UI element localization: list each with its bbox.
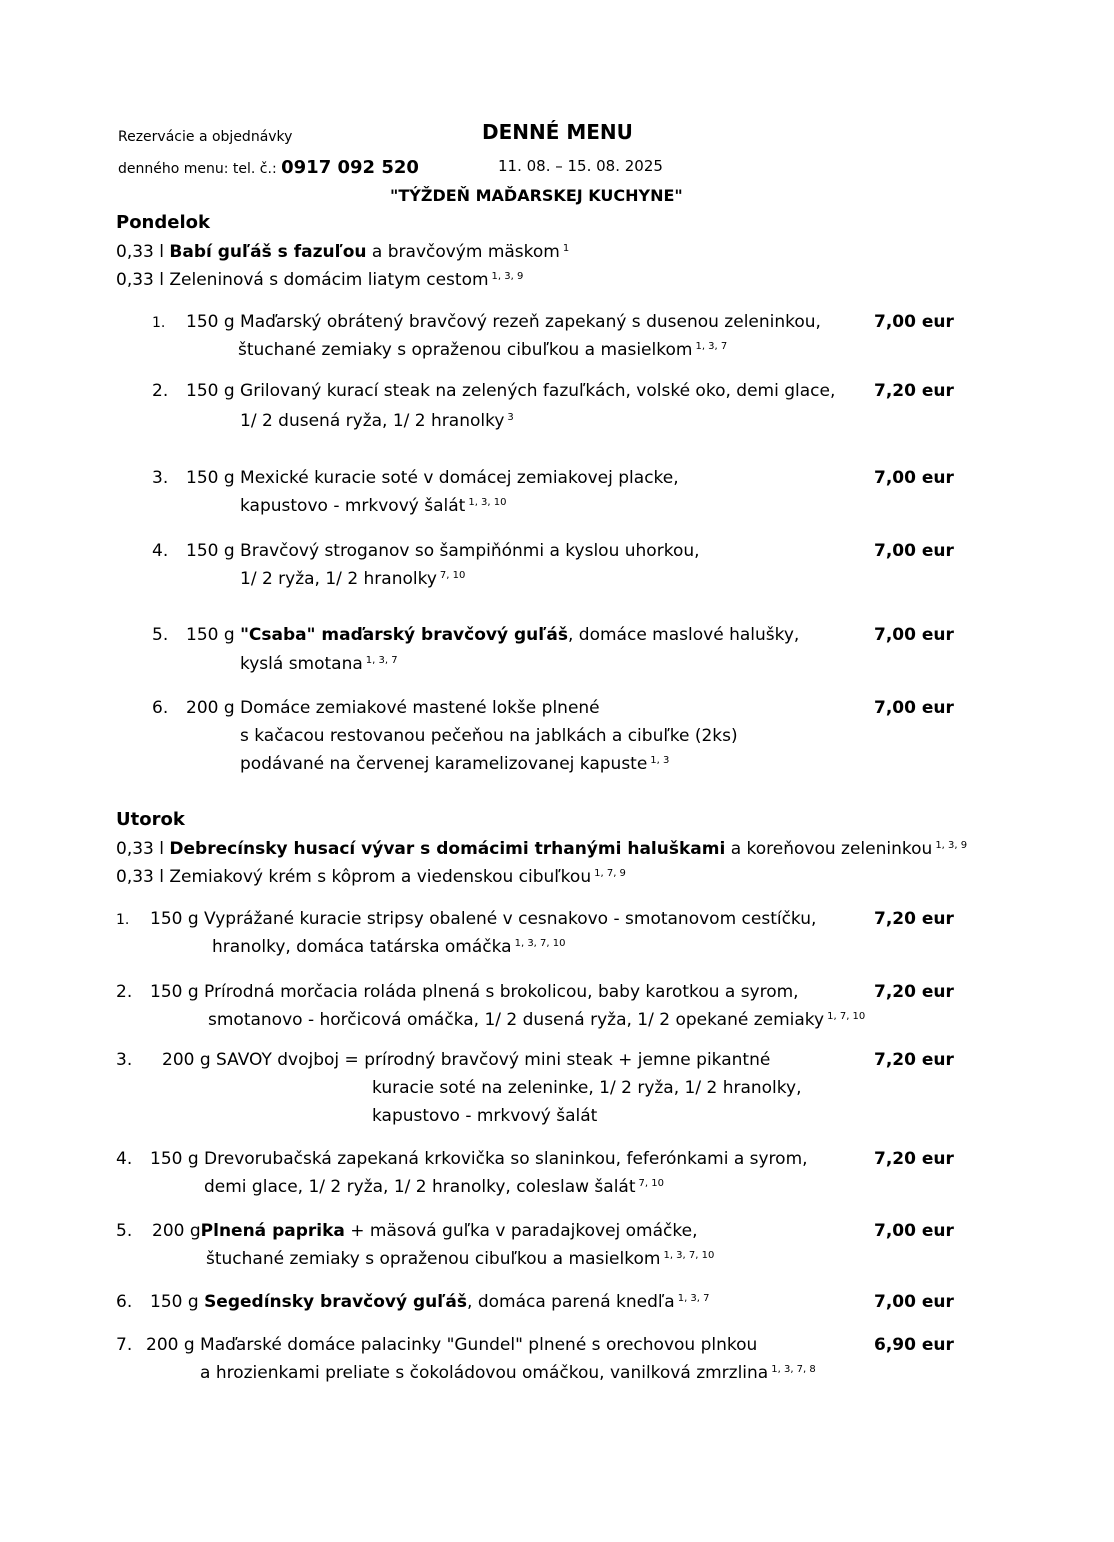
menu-item-price: 7,00 eur <box>874 698 954 718</box>
soup-name: 0,33 l Zeleninová s domácim liatym cestom <box>116 270 489 290</box>
menu-item-line: 200 g Maďarské domáce palacinky "Gundel" plnené s orechovou plnkou <box>146 1335 758 1355</box>
menu-item-price: 7,20 eur <box>874 982 954 1002</box>
menu-item-price: 7,00 eur <box>874 468 954 488</box>
day-heading-monday: Pondelok <box>116 212 210 233</box>
menu-item-line: 150 g Segedínsky bravčový guľáš, domáca parená knedľa $^{1, 3, 7}$ <box>150 1292 710 1312</box>
dish-name: Segedínsky bravčový guľáš <box>204 1292 468 1312</box>
menu-item-number: 2. <box>116 982 133 1002</box>
reservation-label-line2 <box>118 157 419 178</box>
menu-item-price: 7,00 eur <box>874 625 954 645</box>
menu-item-line: smotanovo - horčicová omáčka, 1/ 2 dusená ryža, 1/ 2 opekané zemiaky $^{1, 7, 10}$ <box>208 1010 866 1030</box>
menu-item-line: 150 g Vyprážané kuracie stripsy obalené v cesnakovo - smotanovom cestíčku, <box>150 909 817 929</box>
menu-item-line: kuracie soté na zeleninke, 1/ 2 ryža, 1/ 2 hranolky, <box>372 1078 802 1098</box>
menu-item-line: a hrozienkami preliate s čokoládovou omáčkou, vanilková zmrzlina $^{1, 3, 7, 8}$ <box>200 1363 816 1383</box>
menu-item-line: 200 g SAVOY dvojboj = prírodný bravčový mini steak + jemne pikantné <box>162 1050 771 1070</box>
allergen-codes: 1, 3, 9 <box>935 840 968 851</box>
allergen-codes: 7, 10 <box>439 570 466 581</box>
menu-item-line: s kačacou restovanou pečeňou na jablkách a cibuľke (2ks) <box>240 726 738 746</box>
tuesday-soup-2 <box>116 867 626 887</box>
menu-item-number: 1. <box>152 315 166 331</box>
menu-item-line: kyslá smotana $^{1, 3, 7}$ <box>240 654 398 674</box>
menu-item-line: 150 g Grilovaný kurací steak na zelených fazuľkách, volské oko, demi glace, <box>186 381 836 401</box>
menu-item-line: 200 gPlnená paprika + mäsová guľka v paradajkovej omáčke, <box>152 1221 698 1241</box>
menu-item-number: 3. <box>116 1050 133 1070</box>
tuesday-soup-1 <box>116 839 967 859</box>
menu-item-line: 150 g "Csaba" maďarský bravčový guľáš, domáce maslové halušky, <box>186 625 800 645</box>
menu-item-price: 7,20 eur <box>874 1050 954 1070</box>
menu-item-number: 5. <box>152 625 169 645</box>
menu-item-price: 7,00 eur <box>874 1221 954 1241</box>
menu-item-line: 150 g Maďarský obrátený bravčový rezeň zapekaný s dusenou zeleninkou, <box>186 312 821 332</box>
menu-item-number: 3. <box>152 468 169 488</box>
menu-date-range: 11. 08. – 15. 08. 2025 <box>498 157 663 175</box>
allergen-codes: 3 <box>507 412 514 423</box>
soup-name: 0,33 l Zemiakový krém s kôprom a viedenskou cibuľkou <box>116 867 592 887</box>
menu-item-price: 7,20 eur <box>874 381 954 401</box>
allergen-codes: 7, 10 <box>638 1178 664 1189</box>
day-heading-tuesday: Utorok <box>116 809 185 830</box>
page-title: DENNÉ MENU <box>482 120 633 144</box>
allergen-codes: 1, 3, 7, 8 <box>771 1364 816 1375</box>
menu-item-price: 6,90 eur <box>874 1335 954 1355</box>
menu-item-number: 2. <box>152 381 169 401</box>
allergen-codes: 1, 3, 7, 10 <box>514 938 566 949</box>
allergen-codes: 1, 3, 7, 10 <box>663 1250 715 1261</box>
menu-item-line: podávané na červenej karamelizovanej kapuste $^{1, 3}$ <box>240 754 670 774</box>
menu-item-price: 7,20 eur <box>874 909 954 929</box>
menu-item-number: 1. <box>116 912 130 928</box>
menu-item-number: 7. <box>116 1335 133 1355</box>
soup-description: a koreňovou zeleninkou <box>730 839 933 859</box>
menu-item-line: kapustovo - mrkvový šalát $^{1, 3, 10}$ <box>240 496 507 516</box>
reservation-label-line1: Rezervácie a objednávky <box>118 129 293 145</box>
menu-item-number: 4. <box>152 541 169 561</box>
menu-item-number: 4. <box>116 1149 133 1169</box>
menu-item-number: 5. <box>116 1221 133 1241</box>
phone-number[interactable]: 0917 092 520 <box>281 157 419 178</box>
menu-item-line: 150 g Bravčový stroganov so šampiňónmi a kyslou uhorkou, <box>186 541 700 561</box>
menu-theme: "TÝŽDEŇ MAĎARSKEJ KUCHYNE" <box>390 186 683 205</box>
allergen-codes: 1 <box>562 243 570 254</box>
allergen-codes: 1, 7, 10 <box>827 1011 866 1022</box>
menu-item-line: 150 g Prírodná morčacia roláda plnená s brokolicou, baby karotkou a syrom, <box>150 982 799 1002</box>
menu-item-number: 6. <box>152 698 169 718</box>
menu-item-line: 200 g Domáce zemiakové mastené lokše plnené <box>186 698 600 718</box>
menu-item-price: 7,00 eur <box>874 541 954 561</box>
monday-soup-1 <box>116 242 569 262</box>
menu-item-line: demi glace, 1/ 2 ryža, 1/ 2 hranolky, coleslaw šalát $^{7, 10}$ <box>204 1177 664 1197</box>
menu-item-price: 7,00 eur <box>874 312 954 332</box>
dish-name: "Csaba" maďarský bravčový guľáš <box>240 625 568 645</box>
allergen-codes: 1, 3, 9 <box>491 271 524 282</box>
menu-item-line: 150 g Drevorubačská zapekaná krkovička so slaninkou, feferónkami a syrom, <box>150 1149 808 1169</box>
menu-item-line: hranolky, domáca tatárska omáčka $^{1, 3, 7, 10}$ <box>212 937 566 957</box>
menu-item-price: 7,00 eur <box>874 1292 954 1312</box>
soup-description: a bravčovým mäskom <box>371 242 560 262</box>
allergen-codes: 1, 3, 7 <box>677 1293 710 1304</box>
menu-item-line: štuchané zemiaky s opraženou cibuľkou a masielkom $^{1, 3, 7}$ <box>238 340 728 360</box>
allergen-codes: 1, 3, 7 <box>695 341 728 352</box>
menu-item-line: kapustovo - mrkvový šalát <box>372 1106 598 1126</box>
menu-item-line: 150 g Mexické kuracie soté v domácej zemiakovej placke, <box>186 468 679 488</box>
allergen-codes: 1, 7, 9 <box>594 868 626 879</box>
menu-item-number: 6. <box>116 1292 133 1312</box>
allergen-codes: 1, 3 <box>650 755 670 766</box>
menu-item-line: 1/ 2 dusená ryža, 1/ 2 hranolky $^3$ <box>240 411 514 431</box>
soup-name: Babí guľáš s fazuľou <box>169 242 367 262</box>
soup-volume: 0,33 l <box>116 242 164 262</box>
menu-item-line: 1/ 2 ryža, 1/ 2 hranolky $^{7, 10}$ <box>240 569 466 589</box>
reservation-label-tel: denného menu: tel. č.: <box>118 161 277 177</box>
soup-volume: 0,33 l <box>116 839 164 859</box>
allergen-codes: 1, 3, 7 <box>365 655 398 666</box>
dish-name: Plnená paprika <box>200 1221 345 1241</box>
soup-name: Debrecínsky husací vývar s domácimi trhanými haluškami <box>169 839 726 859</box>
monday-soup-2 <box>116 270 523 290</box>
menu-item-price: 7,20 eur <box>874 1149 954 1169</box>
allergen-codes: 1, 3, 10 <box>468 497 507 508</box>
menu-item-line: štuchané zemiaky s opraženou cibuľkou a masielkom $^{1, 3, 7, 10}$ <box>206 1249 715 1269</box>
